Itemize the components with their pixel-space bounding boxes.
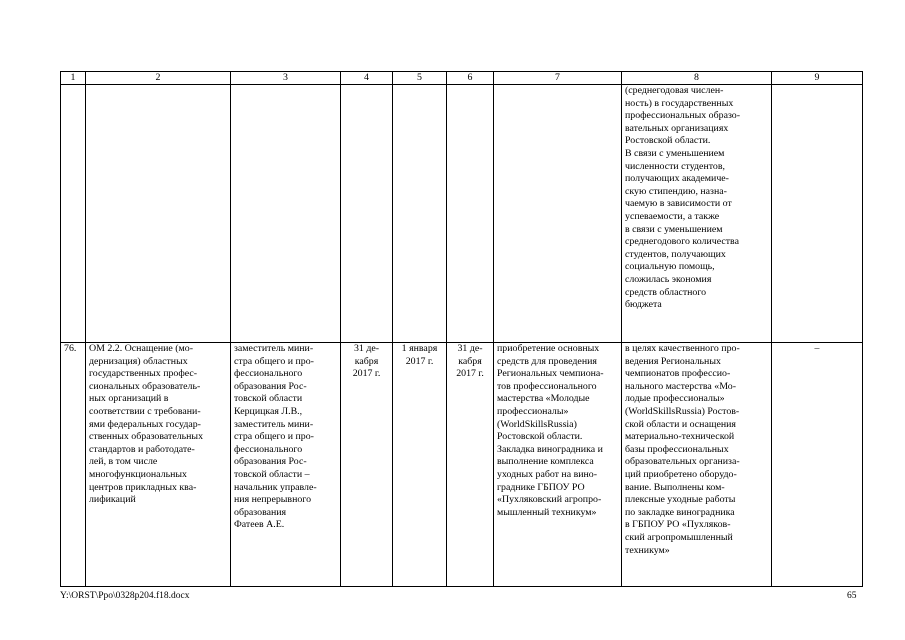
cell-empty [341, 85, 393, 343]
text-line: получающих академиче- [625, 173, 729, 185]
text-line: сложилась экономия [625, 273, 712, 285]
text-line: фессионального [234, 368, 303, 380]
text-line: дернизация) областных [89, 355, 188, 367]
continuation-result-cell [622, 85, 772, 343]
text-line: социальную помощь, [625, 261, 715, 273]
cell-empty [61, 85, 86, 343]
text-line: ведения Региональных [625, 355, 721, 367]
text-line: граднике ГБПОУ РО [497, 481, 585, 493]
text-line: профессиональных образо- [625, 110, 741, 122]
cell-empty [86, 85, 231, 343]
text-line: среднегодового количества [625, 236, 739, 248]
text-line: кабря [354, 355, 379, 367]
text-line: вательных организациях [625, 122, 729, 134]
text-line: 2017 г. [456, 368, 484, 380]
text-line: вание. Выполнены ком- [625, 481, 725, 493]
text-line: (среднегодовая числен- [625, 85, 724, 96]
text-line: стра общего и про- [234, 355, 314, 367]
column-number: 5 [393, 72, 447, 85]
footer-file-path: Y:\ORST\Ppo\0328p204.f18.docx [60, 591, 190, 601]
column-number: 9 [772, 72, 863, 85]
text-line: ций приобретено оборудо- [625, 468, 737, 480]
text-line: 1 января [401, 343, 438, 354]
cell-empty [393, 85, 447, 343]
text-line: «Пухляковский агропро- [497, 494, 602, 506]
column-number: 7 [494, 72, 622, 85]
column-number: 3 [231, 72, 341, 85]
text-line: Ростовской области. [625, 135, 711, 147]
text-line: скую стипендию, назна- [625, 185, 727, 197]
text-line: заместитель мини- [234, 343, 314, 354]
text-line: материально-технической [625, 431, 735, 443]
text-line: 2017 г. [352, 368, 381, 380]
text-line: в ГБПОУ РО «Пухляков- [625, 519, 731, 531]
text-line: ОМ 2.2. Оснащение (мо- [89, 343, 194, 354]
text-line: образования Рос- [234, 456, 307, 468]
text-line: 31 де- [457, 343, 483, 354]
planned-end-cell [341, 343, 393, 587]
text-line: образования Рос- [234, 380, 307, 392]
text-line: лодые профессионалы» [625, 393, 725, 405]
text-line: соответствии с требовани- [89, 405, 201, 417]
text-line: средств областного [625, 286, 707, 298]
text-line: ния непрерывного [234, 494, 312, 506]
column-number: 4 [341, 72, 393, 85]
actual-result-cell [622, 343, 772, 587]
measure-cell [86, 343, 231, 587]
text-line: государственных профес- [89, 368, 198, 380]
text-line: приобретение основных [497, 343, 600, 354]
report-table [60, 71, 863, 587]
text-line: успеваемости, а также [625, 210, 720, 222]
text-line: мышленный техникум» [497, 506, 597, 518]
text-line: (WorldSkillsRussia) Ростов- [625, 405, 740, 417]
page-number: 65 [847, 591, 857, 601]
responsible-cell [231, 343, 341, 587]
text-line: ской области и оснащения [625, 418, 736, 430]
text-line: средств для проведения [497, 355, 597, 367]
text-line: выполнение комплекса [497, 456, 594, 468]
cell-empty [447, 85, 494, 343]
text-line: мастерства «Молодые [497, 393, 590, 405]
text-line: уходных работ на вино- [497, 468, 598, 480]
text-line: Региональных чемпиона- [497, 368, 604, 380]
text-line: образования [234, 506, 287, 518]
cell-empty [772, 85, 863, 343]
text-line: студентов, получающих [625, 248, 726, 260]
cell-empty [231, 85, 341, 343]
text-line: численности студентов, [625, 160, 725, 172]
column-number: 6 [447, 72, 494, 85]
text-line: лификаций [89, 494, 136, 506]
text-line: 31 де- [353, 343, 380, 354]
text-line: центров прикладных ква- [89, 481, 197, 493]
column-number: 2 [86, 72, 231, 85]
text-line: В связи с уменьшением [625, 147, 725, 159]
text-line: бюджета [625, 299, 662, 311]
text-line: плексные уходные работы [625, 494, 736, 506]
text-line: ями федеральных государ- [89, 418, 201, 430]
text-line: ность) в государственных [625, 97, 734, 109]
text-line: лей, в том числе [89, 456, 158, 468]
text-line: (WorldSkillsRussia) [497, 418, 577, 430]
text-line: фессионального [234, 443, 303, 455]
text-line: профессионалы» [497, 405, 569, 417]
text-line: многофункциональных [89, 468, 187, 480]
text-line: по закладке виноградника [625, 506, 735, 518]
text-line: товской области – [234, 468, 310, 480]
column-number: 1 [61, 72, 86, 85]
text-line: Фатеев А.Е. [234, 519, 285, 531]
text-line: тов профессионального [497, 380, 597, 392]
text-line: техникум» [625, 544, 670, 556]
text-line: сиональных образователь- [89, 380, 201, 392]
text-line: кабря [458, 355, 482, 367]
text-line: Ростовской области. [497, 431, 583, 443]
text-line: заместитель мини- [234, 418, 314, 430]
column-number: 8 [622, 72, 772, 85]
text-line: в целях качественного про- [625, 343, 740, 354]
actual-start-cell [393, 343, 447, 587]
text-line: Закладка виноградника и [497, 443, 603, 455]
table-row [61, 343, 863, 587]
text-line: ных организаций в [89, 393, 169, 405]
text-line: ский агропромышленный [625, 531, 733, 543]
notes-cell: – [772, 343, 863, 587]
text-line: Керцицкая Л.В., [234, 405, 303, 417]
column-number-row [61, 72, 863, 85]
planned-result-cell [494, 343, 622, 587]
text-line: 2017 г. [405, 355, 434, 367]
text-line: образовательных организа- [625, 456, 740, 468]
actual-end-cell [447, 343, 494, 587]
text-line: стра общего и про- [234, 431, 314, 443]
text-line: базы профессиональных [625, 443, 729, 455]
text-line: начальник управле- [234, 481, 317, 493]
text-line: ственных образовательных [89, 431, 204, 443]
text-line: чемпионатов профессио- [625, 368, 731, 380]
text-line: стандартов и работодате- [89, 443, 195, 455]
text-line: чаемую в зависимости от [625, 198, 732, 210]
text-line: товской области [234, 393, 303, 405]
row-number: 76. [61, 343, 86, 587]
cell-empty [494, 85, 622, 343]
continuation-row [61, 85, 863, 343]
text-line: в связи с уменьшением [625, 223, 723, 235]
text-line: нального мастерства «Мо- [625, 380, 736, 392]
